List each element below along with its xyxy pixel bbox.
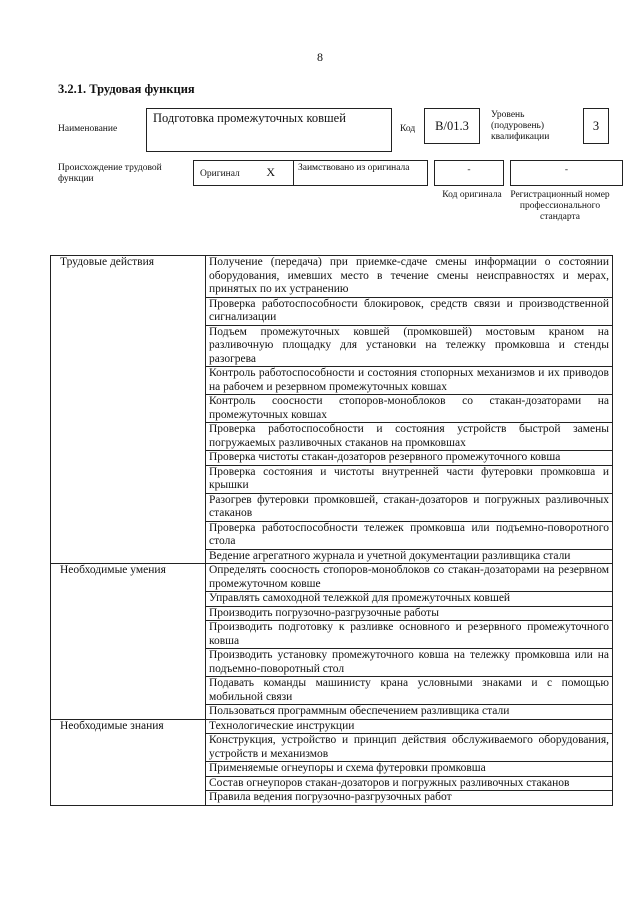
actions-item: Проверка чистоты стакан-дозаторов резервного промежуточного ковша bbox=[206, 451, 613, 466]
origin-label: Происхождение трудовой функции bbox=[58, 163, 162, 184]
knowledge-item: Состав огнеупоров стакан-дозаторов и погружных разливочных стаканов bbox=[206, 776, 613, 791]
level-value-box: 3 bbox=[583, 108, 609, 144]
actions-item: Получение (передача) при приемке-сдаче смены информации о состоянии оборудования, имевших место в течение смены неисправностях и мерах, принятых по их устранению bbox=[206, 256, 613, 298]
skills-item: Производить погрузочно-разгрузочные работы bbox=[206, 606, 613, 621]
skills-item: Пользоваться программным обеспечением разливщика стали bbox=[206, 705, 613, 720]
actions-item: Проверка работоспособности блокировок, средств связи и производственной сигнализации bbox=[206, 297, 613, 325]
origin-reg-cell: - bbox=[510, 160, 623, 186]
code-caption: Код оригинала bbox=[442, 190, 502, 200]
actions-item: Разогрев футеровки промковшей, стакан-дозаторов и погружных разливочных стаканов bbox=[206, 493, 613, 521]
skills-item: Производить установку промежуточного ковша на тележку промковша или на подъемно-поворотный стол bbox=[206, 649, 613, 677]
actions-item: Проверка работоспособности и состояния устройств быстрой замены погружаемых разливочных стаканов на промковшах bbox=[206, 423, 613, 451]
actions-item: Контроль работоспособности и состояния стопорных механизмов и их приводов на рабочем и резервном промежуточных ковшах bbox=[206, 367, 613, 395]
skills-item: Определять соосность стопоров-моноблоков со стакан-дозаторами на резервном промежуточном ковше bbox=[206, 564, 613, 592]
name-label: Наименование bbox=[58, 124, 118, 134]
page-number: 8 bbox=[317, 50, 323, 64]
level-label: Уровень (подуровень) квалификации bbox=[491, 110, 550, 142]
table-row bbox=[51, 719, 613, 734]
table-row bbox=[51, 564, 613, 592]
actions-heading: Трудовые действия bbox=[51, 256, 206, 564]
knowledge-item: Правила ведения погрузочно-разгрузочных работ bbox=[206, 791, 613, 806]
reg-caption: Регистрационный номер профессионального стандарта bbox=[510, 190, 610, 222]
origin-code-cell: - bbox=[434, 160, 504, 186]
actions-item: Контроль соосности стопоров-моноблоков со стакан-дозаторами на промежуточных ковшах bbox=[206, 395, 613, 423]
skills-item: Производить подготовку к разливке основного и резервного промежуточного ковша bbox=[206, 621, 613, 649]
actions-item: Проверка состояния и чистоты внутренней части футеровки промковша и крышки bbox=[206, 465, 613, 493]
knowledge-item: Технологические инструкции bbox=[206, 719, 613, 734]
code-label: Код bbox=[400, 124, 416, 134]
actions-item: Подъем промежуточных ковшей (промковшей) мостовым краном на разливочную площадку для установки на тележку промковша и стенды разогрева bbox=[206, 325, 613, 367]
skills-item: Подавать команды машинисту крана условными знаками и с помощью мобильной связи bbox=[206, 677, 613, 705]
knowledge-item: Конструкция, устройство и принцип действия обслуживаемого оборудования, устройств и механизмов bbox=[206, 734, 613, 762]
borrowed-cell: Заимствовано из оригинала bbox=[294, 160, 428, 186]
section-title: 3.2.1. Трудовая функция bbox=[58, 82, 195, 96]
original-mark: Х bbox=[266, 165, 275, 179]
knowledge-heading: Необходимые знания bbox=[51, 719, 206, 805]
original-cell bbox=[193, 160, 294, 186]
actions-item: Ведение агрегатного журнала и учетной документации разливщика стали bbox=[206, 549, 613, 564]
knowledge-item: Применяемые огнеупоры и схема футеровки промковша bbox=[206, 762, 613, 777]
original-label: Оригинал bbox=[200, 169, 240, 179]
code-value-box: В/01.3 bbox=[424, 108, 480, 144]
actions-item: Проверка работоспособности тележек промковша или подъемно-поворотного стола bbox=[206, 521, 613, 549]
table-row bbox=[51, 256, 613, 298]
function-table bbox=[50, 255, 613, 806]
name-value-box: Подготовка промежуточных ковшей bbox=[146, 108, 392, 152]
skills-item: Управлять самоходной тележкой для промежуточных ковшей bbox=[206, 592, 613, 607]
skills-heading: Необходимые умения bbox=[51, 564, 206, 720]
origin-row bbox=[193, 160, 623, 186]
